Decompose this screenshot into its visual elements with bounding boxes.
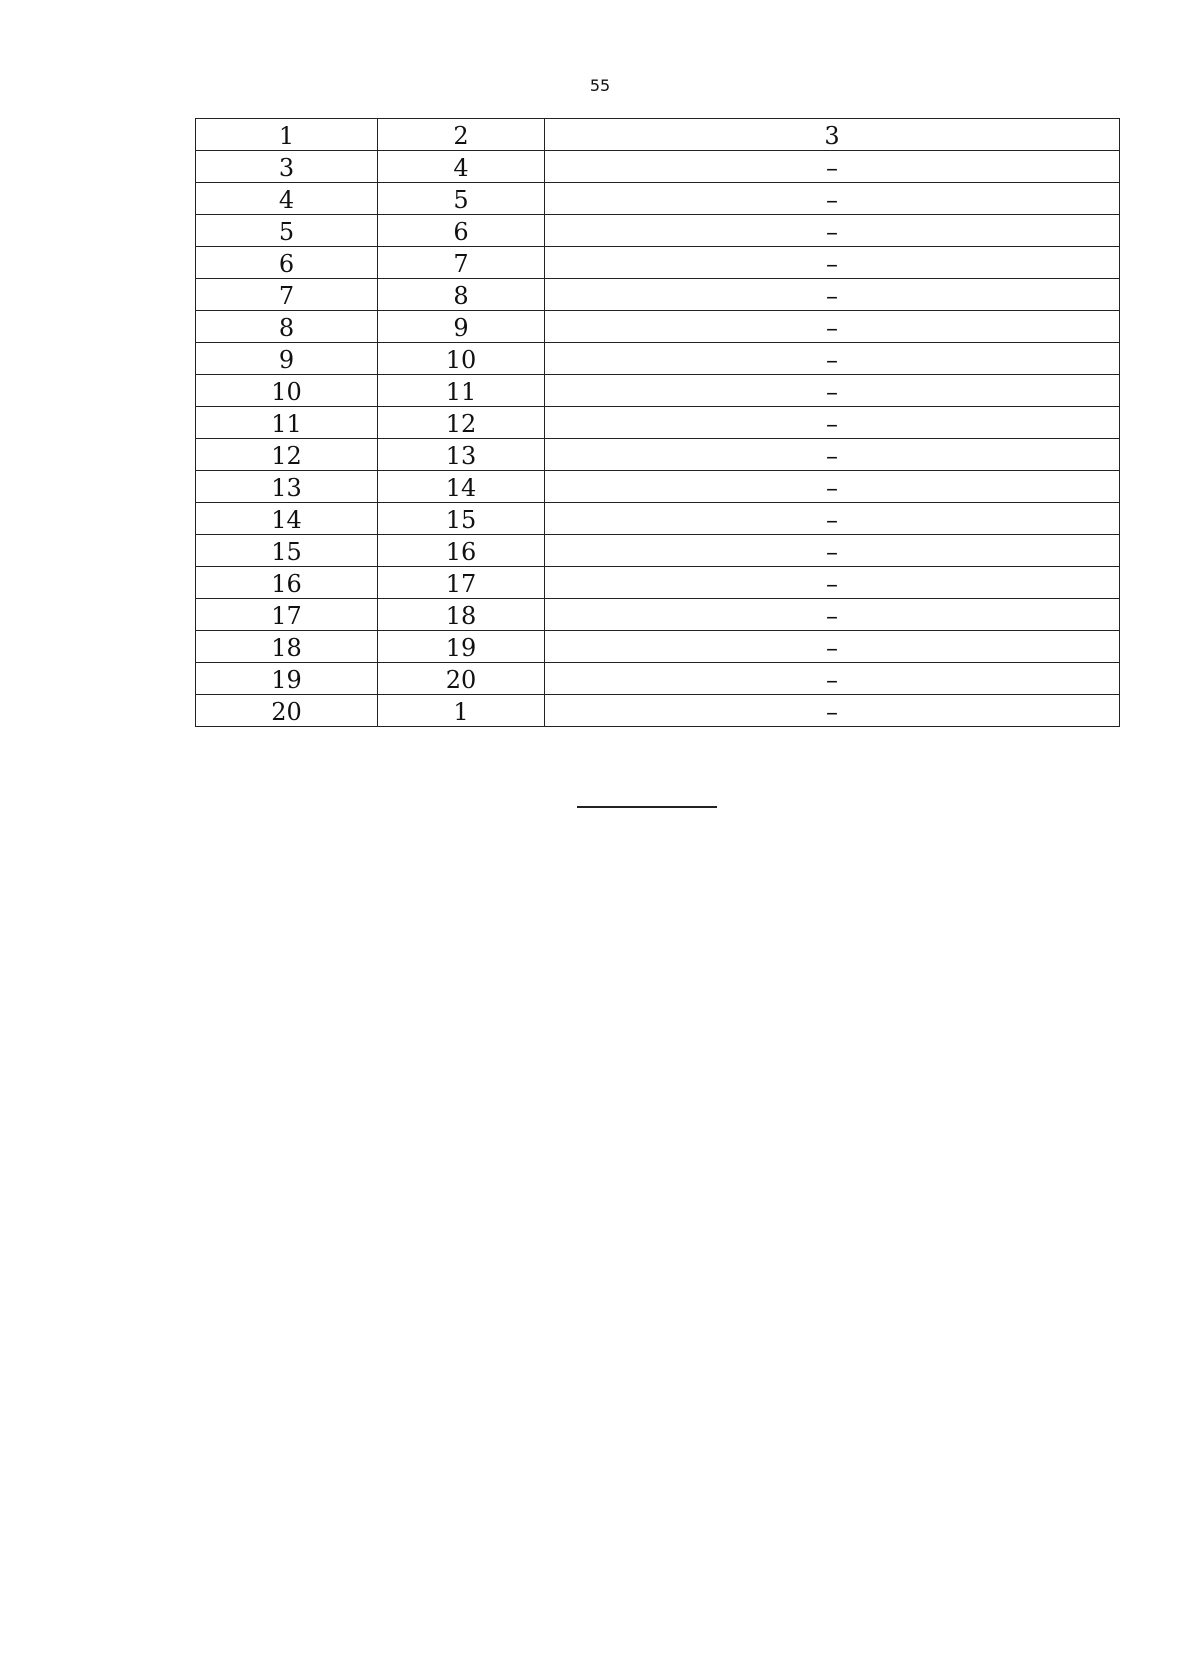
table-body	[196, 151, 1120, 727]
table-cell: –	[545, 439, 1120, 471]
table-cell: –	[545, 183, 1120, 215]
table-cell: 5	[196, 215, 378, 247]
table-cell: 9	[196, 343, 378, 375]
table-cell: 14	[196, 503, 378, 535]
table-cell: 18	[196, 631, 378, 663]
data-table	[195, 118, 1120, 727]
table-cell: 19	[378, 631, 545, 663]
table-cell: 8	[378, 279, 545, 311]
table-row	[196, 343, 1120, 375]
table-cell: 17	[196, 599, 378, 631]
table-cell: 16	[196, 567, 378, 599]
column-number-cell: 1	[196, 119, 378, 151]
page-number: 55	[589, 76, 611, 95]
column-number-cell: 2	[378, 119, 545, 151]
table-cell: 19	[196, 663, 378, 695]
table-cell: –	[545, 343, 1120, 375]
table-row	[196, 407, 1120, 439]
table-row	[196, 535, 1120, 567]
table-row	[196, 151, 1120, 183]
table-cell: –	[545, 503, 1120, 535]
table-cell: –	[545, 279, 1120, 311]
table-cell: 7	[196, 279, 378, 311]
table-cell: 9	[378, 311, 545, 343]
table-row	[196, 567, 1120, 599]
table-cell: 11	[378, 375, 545, 407]
table-cell: 4	[196, 183, 378, 215]
table-row	[196, 183, 1120, 215]
table-cell: –	[545, 247, 1120, 279]
table-cell: –	[545, 215, 1120, 247]
table-cell: 12	[378, 407, 545, 439]
table-cell: 20	[378, 663, 545, 695]
table-cell: –	[545, 375, 1120, 407]
table-cell: –	[545, 695, 1120, 727]
table-cell: 12	[196, 439, 378, 471]
table-header-row	[196, 119, 1120, 151]
table-row	[196, 631, 1120, 663]
table-row	[196, 503, 1120, 535]
table-cell: 10	[378, 343, 545, 375]
table-row	[196, 439, 1120, 471]
table-cell: 14	[378, 471, 545, 503]
table-row	[196, 279, 1120, 311]
table-cell: –	[545, 599, 1120, 631]
table-cell: –	[545, 631, 1120, 663]
table-cell: –	[545, 663, 1120, 695]
table-cell: 13	[378, 439, 545, 471]
table-row	[196, 695, 1120, 727]
table-cell: 5	[378, 183, 545, 215]
table-row	[196, 471, 1120, 503]
table-cell: 4	[378, 151, 545, 183]
column-number-cell: 3	[545, 119, 1120, 151]
table-row	[196, 375, 1120, 407]
table-row	[196, 311, 1120, 343]
table-cell: 18	[378, 599, 545, 631]
table-cell: 3	[196, 151, 378, 183]
table-row	[196, 663, 1120, 695]
table-cell: –	[545, 471, 1120, 503]
table-cell: –	[545, 567, 1120, 599]
table-cell: 17	[378, 567, 545, 599]
table-cell: –	[545, 535, 1120, 567]
table-cell: –	[545, 407, 1120, 439]
table-row	[196, 247, 1120, 279]
table-cell: 11	[196, 407, 378, 439]
table-cell: 8	[196, 311, 378, 343]
table-row	[196, 215, 1120, 247]
table-cell: 10	[196, 375, 378, 407]
table-cell: 7	[378, 247, 545, 279]
table-cell: 20	[196, 695, 378, 727]
table-cell: –	[545, 151, 1120, 183]
table-cell: 16	[378, 535, 545, 567]
end-rule	[577, 806, 717, 808]
table-cell: 6	[378, 215, 545, 247]
table-cell: 15	[196, 535, 378, 567]
table-cell: 6	[196, 247, 378, 279]
table-cell: 13	[196, 471, 378, 503]
table-cell: 1	[378, 695, 545, 727]
table-cell: 15	[378, 503, 545, 535]
table-cell: –	[545, 311, 1120, 343]
table-row	[196, 599, 1120, 631]
